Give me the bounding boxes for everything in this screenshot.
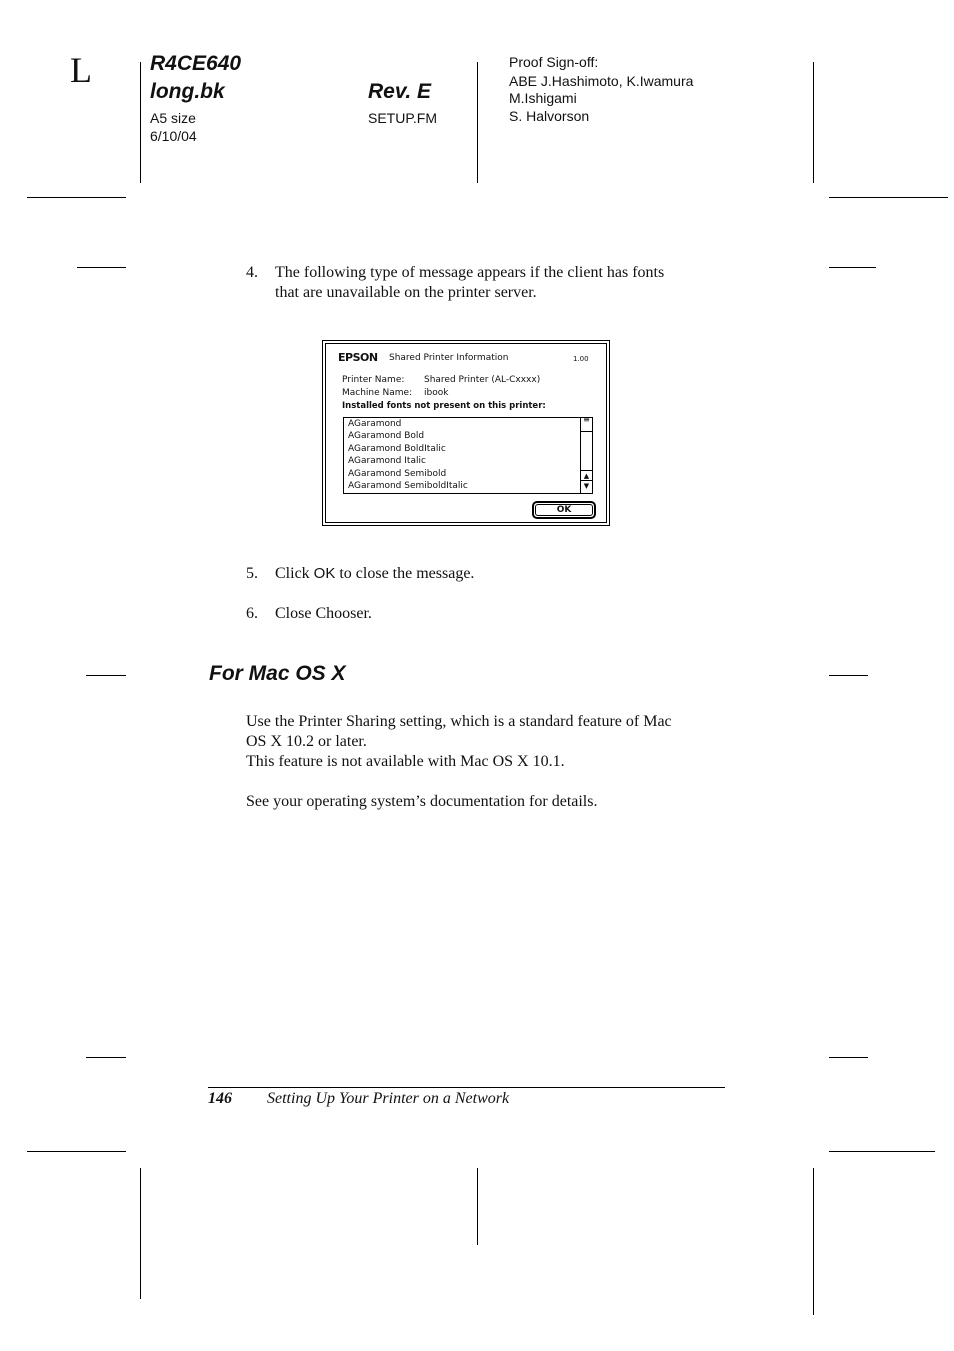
ui-term: OK <box>313 565 336 582</box>
proof-line: ABE J.Hashimoto, K.Iwamura <box>509 73 694 89</box>
dialog-version: 1.00 <box>573 355 589 363</box>
crop-mark <box>27 1151 126 1152</box>
crop-mark <box>140 62 141 183</box>
list-item[interactable]: AGaramond Italic <box>348 456 426 467</box>
crop-mark <box>813 62 814 183</box>
step-number: 6. <box>246 605 258 622</box>
paragraph-line: Use the Printer Sharing setting, which is a standard feature of Mac <box>246 713 672 730</box>
file-name: SETUP.FM <box>368 110 437 126</box>
crop-mark <box>77 267 126 268</box>
doc-date: 6/10/04 <box>150 128 197 144</box>
scroll-up-arrow-icon[interactable]: ▲ <box>581 470 592 481</box>
crop-mark <box>27 197 126 198</box>
step-number: 5. <box>246 565 258 582</box>
crop-mark <box>829 267 876 268</box>
section-paragraph: See your operating system’s documentation for details. <box>246 793 598 810</box>
missing-fonts-list[interactable] <box>343 417 593 494</box>
step-text-part: Click <box>275 565 314 582</box>
crop-mark <box>477 1168 478 1245</box>
list-item[interactable]: AGaramond Bold <box>348 431 425 442</box>
proof-line: M.Ishigami <box>509 90 577 106</box>
revision: Rev. E <box>368 80 432 103</box>
crop-mark <box>829 197 948 198</box>
ok-button[interactable] <box>532 501 596 519</box>
machine-name-value: ibook <box>424 388 449 398</box>
proof-label: Proof Sign-off: <box>509 54 599 70</box>
paragraph-line: This feature is not available with Mac OS X 10.1. <box>246 753 565 770</box>
printer-name-label: Printer Name: <box>342 375 405 385</box>
epson-logo: EPSON <box>338 351 378 364</box>
page-side-letter: L <box>70 50 92 90</box>
list-item[interactable]: AGaramond BoldItalic <box>348 443 446 454</box>
proof-line: S. Halvorson <box>509 108 590 124</box>
crop-mark <box>477 62 478 183</box>
step-text: Close Chooser. <box>275 605 372 622</box>
crop-mark <box>86 675 126 676</box>
step-text <box>275 263 664 303</box>
crop-mark <box>140 1168 141 1299</box>
machine-name-label: Machine Name: <box>342 388 413 398</box>
missing-fonts-label: Installed fonts not present on this printer: <box>342 401 546 411</box>
list-item[interactable]: AGaramond SemiboldItalic <box>348 481 468 492</box>
step-text-part: to close the message. <box>335 565 475 582</box>
doc-code: R4CE640 <box>150 52 242 75</box>
list-item[interactable]: AGaramond <box>348 419 402 429</box>
scroll-thumb[interactable]: ≡ <box>581 418 592 432</box>
paragraph-line: OS X 10.2 or later. <box>246 733 367 750</box>
dialog-title: Shared Printer Information <box>389 353 509 363</box>
step-number: 4. <box>246 264 258 281</box>
list-scrollbar[interactable] <box>580 418 592 493</box>
paper-size: A5 size <box>150 110 196 126</box>
chapter-title: Setting Up Your Printer on a Network <box>267 1090 510 1107</box>
section-heading: For Mac OS X <box>209 662 346 685</box>
scroll-down-arrow-icon[interactable]: ▼ <box>583 482 590 490</box>
shared-printer-dialog <box>322 340 610 526</box>
step-text <box>275 564 474 584</box>
crop-mark <box>813 1168 814 1315</box>
footer-rule <box>208 1087 725 1088</box>
book-name: long.bk <box>150 80 225 103</box>
printer-name-value: Shared Printer (AL-Cxxxx) <box>424 375 541 385</box>
crop-mark <box>829 1057 868 1058</box>
list-item[interactable]: AGaramond Semibold <box>348 468 447 479</box>
step-text-line: that are unavailable on the printer server. <box>275 284 537 301</box>
step-text-line: The following type of message appears if the client has fonts <box>275 264 665 281</box>
crop-mark <box>829 1151 935 1152</box>
page-number: 146 <box>208 1090 232 1107</box>
crop-mark <box>86 1057 126 1058</box>
crop-mark <box>829 675 868 676</box>
ok-button-label: OK <box>535 504 593 516</box>
section-paragraph <box>246 712 672 772</box>
